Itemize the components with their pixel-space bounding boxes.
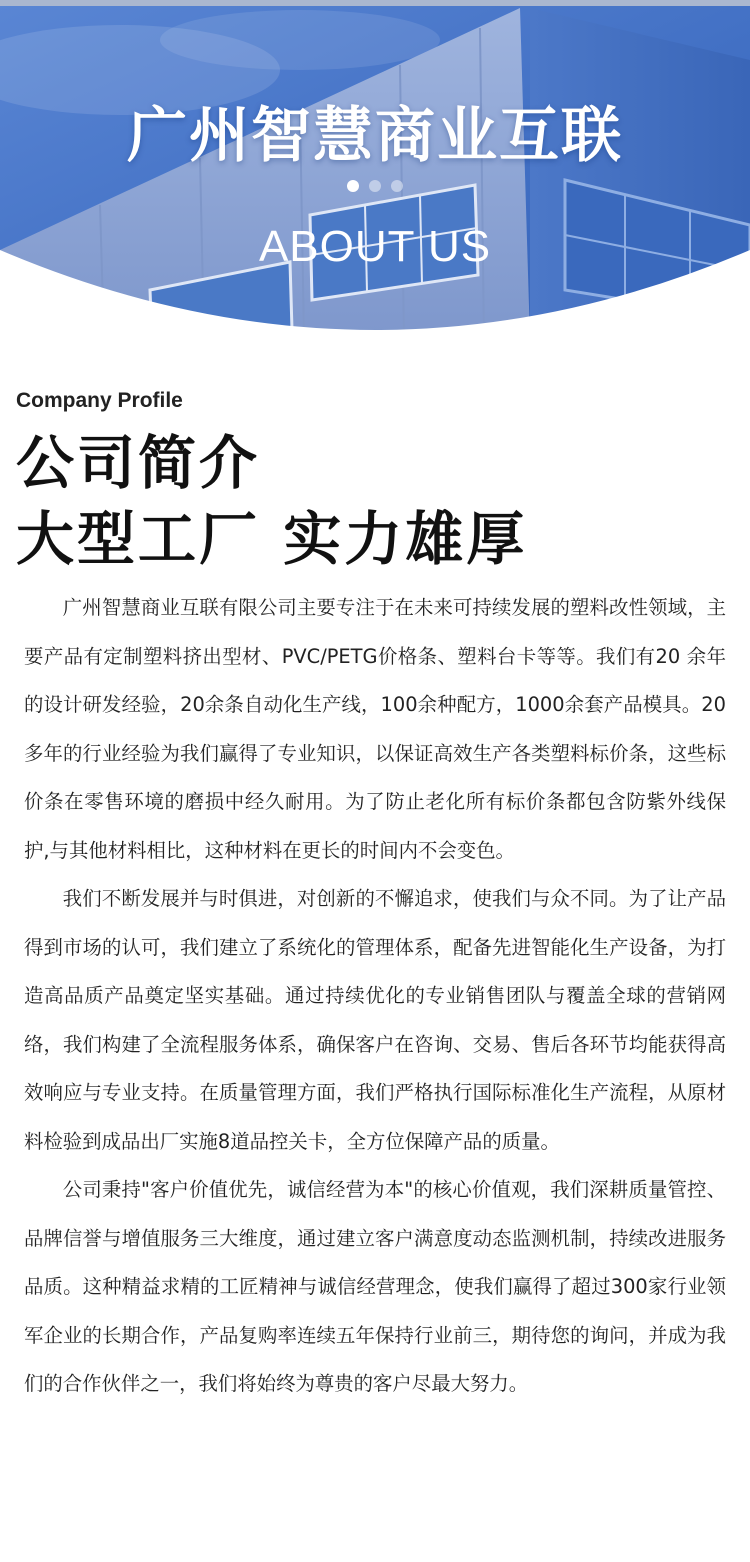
paragraph-1: 广州智慧商业互联有限公司主要专注于在未来可持续发展的塑料改性领域，主要产品有定制塑料挤出型材、PVC/PETG价格条、塑料台卡等等。我们有20 余年的设计研发经验，20余条自动化生产线，100余种配方，1000余套产品模具。20多年的行业经验为我们赢得了专业知识，以保证高效生产各类塑料标价条，这些标价条在零售环境的磨损中经久耐用。为了防止老化所有标价条都包含防紫外线保护,与其他材料相比，这种材料在更长的时间内不会变色。 — [24, 596, 726, 862]
hero-banner — [0, 0, 750, 340]
hero-subtitle: ABOUT US — [258, 222, 492, 271]
company-description — [24, 584, 726, 1409]
section-label: Company Profile — [16, 389, 183, 412]
paragraph-3: 公司秉持"客户价值优先，诚信经营为本"的核心价值观，我们深耕质量管控、品牌信誉与增值服务三大维度，通过建立客户满意度动态监测机制，持续改进服务品质。这种精益求精的工匠精神与诚信经营理念，使我们赢得了超过300家行业领军企业的长期合作，产品复购率连续五年保持行业前三，期待您的询问，并成为我们的合作伙伴之一，我们将始终为尊贵的客户尽最大努力。 — [24, 1178, 726, 1395]
carousel-dot-1[interactable] — [347, 180, 359, 192]
hero-title: 广州智慧商业互联 — [127, 101, 623, 171]
carousel-dots — [0, 180, 750, 192]
section-title: 公司简介 — [16, 429, 261, 497]
paragraph-2: 我们不断发展并与时俱进，对创新的不懈追求，使我们与众不同。为了让产品得到市场的认可，我们建立了系统化的管理体系，配备先进智能化生产设备，为打造高品质产品奠定坚实基础。通过持续优化的专业销售团队与覆盖全球的营销网络，我们构建了全流程服务体系，确保客户在咨询、交易、售后各环节均能获得高效响应与专业支持。在质量管理方面，我们严格执行国际标准化生产流程，从原材料检验到成品出厂实施8道品控关卡，全方位保障产品的质量。 — [24, 887, 726, 1153]
carousel-dot-2[interactable] — [369, 180, 381, 192]
carousel-dot-3[interactable] — [391, 180, 403, 192]
section-slogan: 大型工厂 实力雄厚 — [16, 505, 528, 573]
